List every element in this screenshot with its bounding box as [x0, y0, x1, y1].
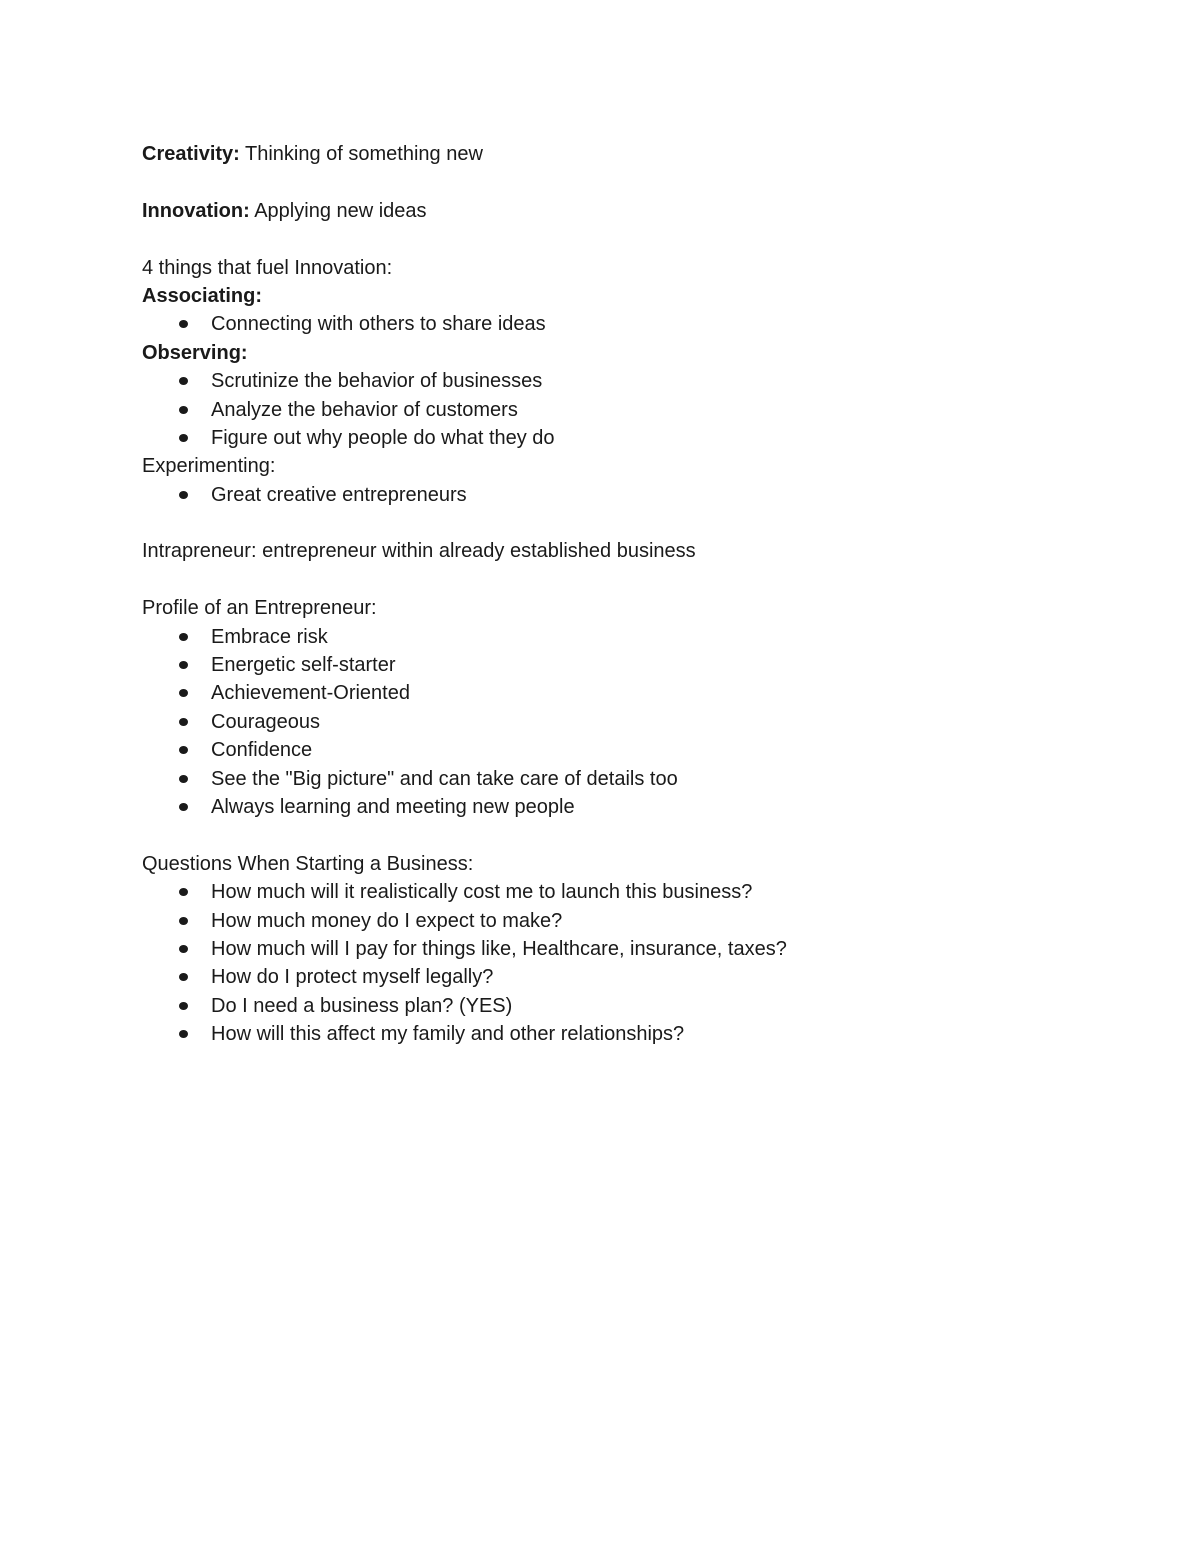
spacer [142, 509, 1102, 537]
list-item-text: Achievement-Oriented [211, 682, 410, 705]
bullet-icon [179, 377, 188, 385]
list-item [142, 793, 1102, 821]
list-item-text: Confidence [211, 739, 313, 762]
associating-heading: Associating: [142, 284, 263, 307]
list-item [142, 481, 1102, 509]
bullet-icon [179, 803, 188, 811]
spacer [142, 225, 1102, 253]
list-item-text: Great creative entrepreneurs [211, 483, 467, 506]
bullet-icon [179, 661, 188, 669]
list-item [142, 736, 1102, 764]
bullet-icon [179, 320, 188, 328]
definition-text: Thinking of something new [239, 143, 483, 165]
list-item [142, 907, 1102, 935]
bullet-icon [179, 917, 188, 925]
bullet-icon [179, 888, 188, 896]
bullet-icon [179, 718, 188, 726]
intrapreneur-definition: Intrapreneur: entrepreneur within already established business [142, 540, 696, 563]
observing-heading: Observing: [142, 341, 248, 364]
list-item-text: Figure out why people do what they do [211, 426, 555, 449]
definition-creativity [142, 140, 1102, 168]
bullet-icon [179, 434, 188, 442]
list-item [142, 765, 1102, 793]
list-item-text: How much will I pay for things like, Healthcare, insurance, taxes? [211, 937, 787, 960]
list-item-text: How much will it realistically cost me to launch this business? [211, 881, 753, 904]
list-item [142, 878, 1102, 906]
list-item-text: How do I protect myself legally? [211, 966, 494, 989]
list-item [142, 963, 1102, 991]
list-item-text: See the "Big picture" and can take care of details too [211, 767, 678, 790]
list-item [142, 623, 1102, 651]
spacer [142, 566, 1102, 594]
definition-text: Applying new ideas [249, 199, 427, 222]
profile-heading: Profile of an Entrepreneur: [142, 597, 377, 620]
list-item-text: Scrutinize the behavior of businesses [211, 370, 543, 393]
bullet-icon [179, 973, 188, 981]
list-item [142, 424, 1102, 452]
definition-innovation [142, 197, 1102, 225]
list-item [142, 935, 1102, 963]
questions-heading: Questions When Starting a Business: [142, 852, 474, 875]
bullet-icon [179, 746, 188, 754]
list-item [142, 708, 1102, 736]
list-item-text: Energetic self-starter [211, 654, 396, 677]
list-item [142, 396, 1102, 424]
list-item [142, 367, 1102, 395]
list-item [142, 651, 1102, 679]
bullet-icon [179, 1030, 188, 1038]
bullet-icon [179, 491, 188, 499]
list-item-text: Analyze the behavior of customers [211, 398, 518, 421]
bullet-icon [179, 633, 188, 641]
definition-term: Innovation: [142, 199, 250, 222]
bullet-icon [179, 1002, 188, 1010]
list-item-text: How much money do I expect to make? [211, 909, 563, 932]
spacer [142, 821, 1102, 849]
experimenting-heading: Experimenting: [142, 455, 276, 478]
list-item [142, 1020, 1102, 1048]
list-item-text: Embrace risk [211, 625, 328, 648]
bullet-icon [179, 945, 188, 953]
list-item-text: Connecting with others to share ideas [211, 313, 546, 336]
list-item [142, 679, 1102, 707]
document-body [142, 140, 1102, 1049]
bullet-icon [179, 406, 188, 414]
list-item-text: Do I need a business plan? (YES) [211, 994, 513, 1017]
list-item-text: Courageous [211, 710, 320, 733]
list-item [142, 992, 1102, 1020]
list-item-text: Always learning and meeting new people [211, 795, 575, 818]
bullet-icon [179, 775, 188, 783]
spacer [142, 168, 1102, 196]
list-item [142, 310, 1102, 338]
definition-term: Creativity: [142, 143, 240, 165]
fuel-intro: 4 things that fuel Innovation: [142, 256, 393, 279]
bullet-icon [179, 689, 188, 697]
list-item-text: How will this affect my family and other relationships? [211, 1023, 685, 1046]
